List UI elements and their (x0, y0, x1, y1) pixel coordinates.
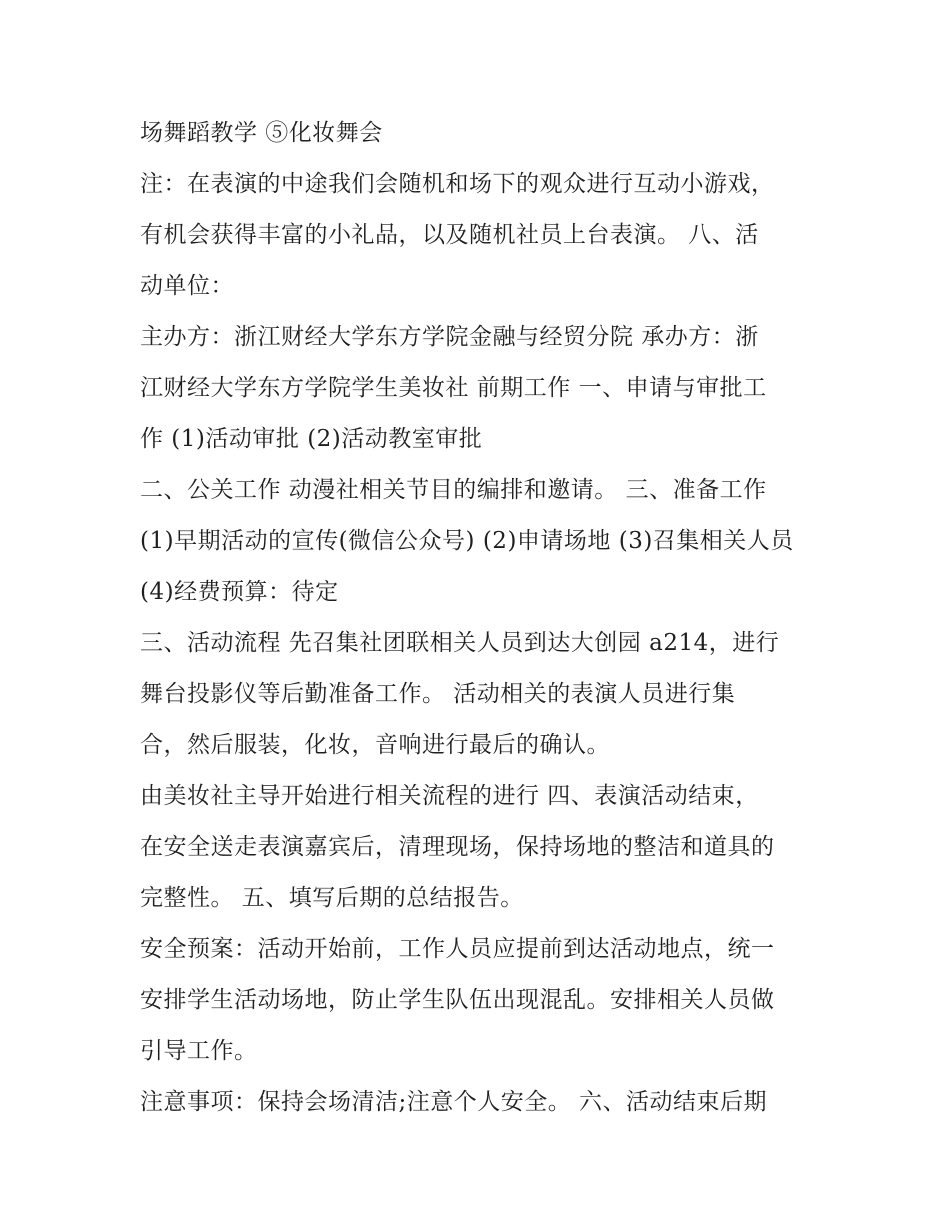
text-line: 江财经大学东方学院学生美妆社 前期工作 一、申请与审批工 (140, 375, 767, 401)
text-line: 安全预案：活动开始前，工作人员应提前到达活动地点，统一 (140, 936, 775, 962)
text-line: 合，然后服装，化妆，音响进行最后的确认。 (140, 732, 610, 758)
text-line: 主办方：浙江财经大学东方学院金融与经贸分院 承办方：浙 (140, 324, 759, 350)
text-line: 注意事项：保持会场清洁;注意个人安全。 六、活动结束后期 (140, 1089, 768, 1115)
document-body (140, 108, 820, 1128)
text-line: 舞台投影仪等后勤准备工作。 活动相关的表演人员进行集 (140, 681, 736, 707)
text-line: 引导工作。 (140, 1038, 258, 1064)
text-line: 注：在表演的中途我们会随机和场下的观众进行互动小游戏， (140, 171, 775, 197)
text-line: 动单位： (140, 273, 234, 299)
text-line: 在安全送走表演嘉宾后，清理现场，保持场地的整洁和道具的 (140, 834, 775, 860)
text-line: 安排学生活动场地，防止学生队伍出现混乱。安排相关人员做 (140, 987, 775, 1013)
text-line: 二、公关工作 动漫社相关节目的编排和邀请。 三、准备工作 (140, 477, 767, 503)
text-line: 完整性。 五、填写后期的总结报告。 (140, 885, 524, 911)
text-line: (1)早期活动的宣传(微信公众号) (2)申请场地 (3)召集相关人员 (140, 528, 794, 554)
text-line: 由美妆社主导开始进行相关流程的进行 四、表演活动结束， (140, 783, 759, 809)
text-line: 作 (1)活动审批 (2)活动教室审批 (140, 426, 483, 452)
text-line: 有机会获得丰富的小礼品，以及随机社员上台表演。 八、活 (140, 222, 759, 248)
text-line: 三、活动流程 先召集社团联相关人员到达大创园 a214，进行 (140, 630, 780, 656)
text-line: (4)经费预算：待定 (140, 579, 339, 605)
text-line: 场舞蹈教学 ⑤化妆舞会 (140, 120, 383, 146)
